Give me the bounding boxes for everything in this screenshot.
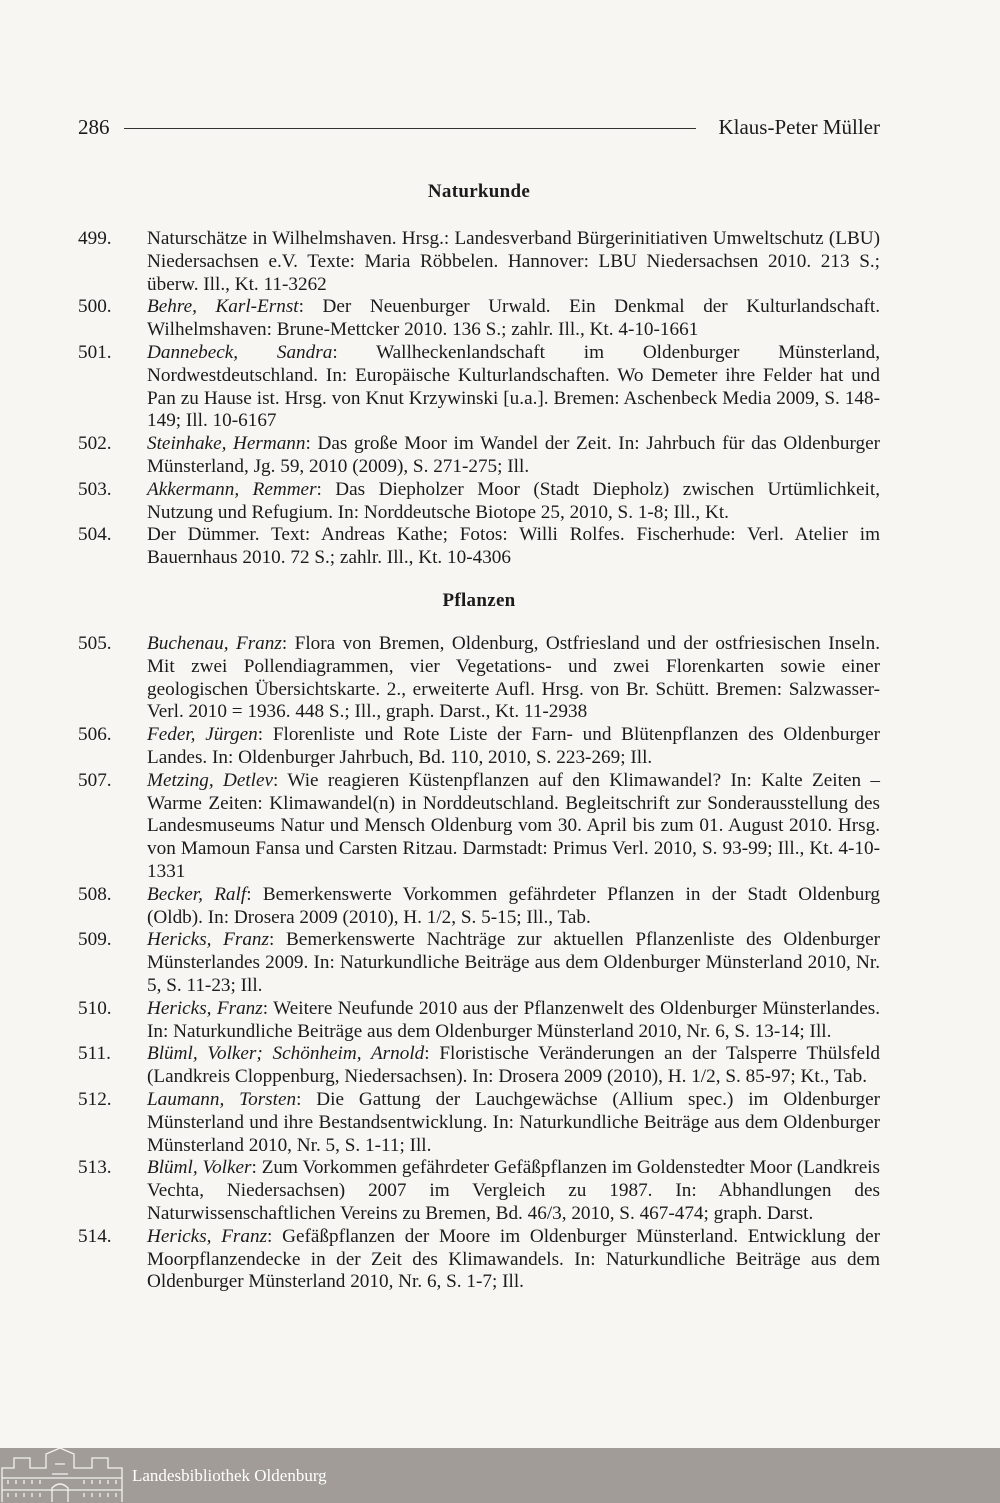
entry-author: Feder, Jürgen xyxy=(147,724,258,746)
bibliography-entry xyxy=(78,296,880,342)
entry-citation xyxy=(147,1089,880,1157)
footer-bar xyxy=(0,1448,1000,1503)
entry-author: Blüml, Volker; Schönheim, Arnold xyxy=(147,1043,425,1065)
entry-number: 499. xyxy=(78,228,112,249)
entry-number: 505. xyxy=(78,633,112,654)
entry-author: Becker, Ralf xyxy=(147,883,247,905)
entry-number: 508. xyxy=(78,883,112,905)
running-head-author: Klaus-Peter Müller xyxy=(718,114,880,139)
entry-author: Hericks, Franz xyxy=(147,1225,268,1247)
entry-body: : Die Gattung der Lauchgewächse (Allium spec.) im Oldenburger Münsterland und ihre Bestandsentwicklung. In: Naturkundliche Beiträge aus dem Oldenburger Münsterland 2010, Nr. 5, S. 1-11; Ill. xyxy=(147,1088,880,1156)
entry-citation xyxy=(147,296,880,342)
entry-body: : Das große Moor im Wandel der Zeit. In: Jahrbuch für das Oldenburger Münsterland, Jg. 59, 2010 (2009), S. 271-275; Ill. xyxy=(147,433,880,477)
entry-author: Metzing, Detlev xyxy=(147,769,274,791)
entry-author: Behre, Karl-Ernst xyxy=(147,296,299,318)
entry-number: 501. xyxy=(78,341,112,363)
bibliography-entry xyxy=(78,1226,880,1294)
entry-author: Steinhake, Hermann xyxy=(147,433,306,455)
entry-citation xyxy=(147,1157,880,1225)
bibliography-entry xyxy=(78,1089,880,1157)
bibliography-entry xyxy=(78,524,880,570)
library-name: Landesbibliothek Oldenburg xyxy=(132,1465,327,1485)
entry-body: : Das Diepholzer Moor (Stadt Diepholz) zwischen Urtümlichkeit, Nutzung und Refugium. In: Norddeutsche Biotope 25, 2010, S. 1-8; Ill., Kt. xyxy=(147,478,880,523)
entry-citation xyxy=(147,342,880,433)
bibliography-entry xyxy=(78,929,880,997)
entry-citation xyxy=(147,724,880,770)
page-header xyxy=(78,112,880,142)
entry-number: 513. xyxy=(78,1157,112,1179)
entry-body: : Floristische Veränderungen an der Talsperre Thülsfeld (Landkreis Cloppenburg, Niedersachsen). In: Drosera 2009 (2010), H. 1/2, S. 85-97; Kt., Tab. xyxy=(147,1043,880,1088)
entry-citation xyxy=(147,1043,880,1089)
entry-citation xyxy=(147,1226,880,1294)
entry-citation xyxy=(147,228,880,296)
entry-author: Hericks, Franz xyxy=(147,997,263,1019)
bibliography-entry xyxy=(78,770,880,884)
bibliography-entry xyxy=(78,1157,880,1225)
section-heading-pflanzen: Pflanzen xyxy=(442,590,516,611)
entry-citation xyxy=(147,770,880,884)
entry-body: : Bemerkenswerte Nachträge zur aktuellen Pflanzenliste des Oldenburger Münsterlandes 2009. In: Naturkundliche Beiträge aus dem Oldenburger Münsterland 2010, Nr. 5, S. 11-23; Ill. xyxy=(147,929,880,996)
entry-citation xyxy=(147,433,880,479)
entry-body: : Bemerkenswerte Vorkommen gefährdeter Pflanzen in der Stadt Oldenburg (Oldb). In: Drosera 2009 (2010), H. 1/2, S. 5-15; Ill., Tab. xyxy=(147,883,881,928)
entry-number: 507. xyxy=(78,769,112,791)
bibliography-entry xyxy=(78,228,880,296)
entry-body: : Gefäßpflanzen der Moore im Oldenburger Münsterland. Entwicklung der Moorpflanzendecke in der Zeit des Klimawandels. In: Naturkundliche Beiträge aus dem Oldenburger Münsterland 2010, Nr. 6, S. 1-7; Ill. xyxy=(147,1225,881,1293)
entry-number: 502. xyxy=(78,433,112,455)
entry-number: 500. xyxy=(78,296,112,318)
bibliography-entry xyxy=(78,998,880,1044)
entry-citation xyxy=(147,929,880,997)
entry-list-pflanzen xyxy=(78,633,880,1294)
page-number: 286 xyxy=(78,114,110,139)
entry-citation xyxy=(147,998,880,1044)
entry-author: Akkermann, Remmer xyxy=(147,478,317,500)
entry-number: 514. xyxy=(78,1225,112,1247)
bibliography-entry xyxy=(78,724,880,770)
entry-list-naturkunde xyxy=(78,228,880,570)
entry-body: : Zum Vorkommen gefährdeter Gefäßpflanzen im Goldenstedter Moor (Landkreis Vechta, Niedersachsen) 2007 im Vergleich zu 1987. In: Abhandlungen des Naturwissenschaftlichen Vereins zu Bremen, Bd. 46/3, 2010, S. 467-474; graph. Darst. xyxy=(147,1157,881,1224)
library-building-icon xyxy=(0,1448,124,1503)
entry-body: : Wie reagieren Küstenpflanzen auf den Klimawandel? In: Kalte Zeiten – Warme Zeiten: Klimawandel(n) in Norddeutschland. Begleitschrift zur Sonderausstellung des Landesmuseums Natur und Mensch Oldenburg vom 30. April bis zum 01. August 2010. Hrsg. von Mamoun Fansa und Carsten Ritzau. Darmstadt: Primus Verl. 2010, S. 93-99; Ill., Kt. 4-10-1331 xyxy=(147,769,880,882)
entry-author: Blüml, Volker xyxy=(147,1157,252,1179)
entry-number: 509. xyxy=(78,929,112,951)
bibliography-entry xyxy=(78,479,880,525)
entry-author: Laumann, Torsten xyxy=(147,1088,297,1110)
section-heading-naturkunde: Naturkunde xyxy=(427,181,531,202)
entry-number: 510. xyxy=(78,997,112,1019)
entry-body: Der Dümmer. Text: Andreas Kathe; Fotos: Willi Rolfes. Fischerhude: Verl. Atelier im Bauernhaus 2010. 72 S.; zahlr. Ill., Kt. 10-4306 xyxy=(147,524,880,569)
entry-body: : Wallheckenlandschaft im Oldenburger Münsterland, Nordwestdeutschland. In: Europäische Kulturlandschaften. Wo Demeter ihre Felder hat und Pan zu Hause ist. Hrsg. von Knut Krzywinski [u.a.]. Bremen: Aschenbeck Media 2009, S. 148-149; Ill. 10-6167 xyxy=(147,341,880,432)
entry-citation xyxy=(147,524,880,570)
header-rule xyxy=(124,128,697,129)
entry-author: Hericks, Franz xyxy=(147,929,269,951)
bibliography-entry xyxy=(78,433,880,479)
entry-citation xyxy=(147,633,880,724)
bibliography-entry xyxy=(78,633,880,724)
entry-number: 503. xyxy=(78,478,112,500)
entry-citation xyxy=(147,884,880,930)
entry-body: : Weitere Neufunde 2010 aus der Pflanzenwelt des Oldenburger Münsterlandes. In: Naturkundliche Beiträge aus dem Oldenburger Münsterland 2010, Nr. 6, S. 13-14; Ill. xyxy=(147,997,880,1042)
bibliography-entry xyxy=(78,1043,880,1089)
entry-body: : Flora von Bremen, Oldenburg, Ostfriesland und der ostfriesischen Inseln. Mit zwei Pollendiagrammen, vier Vegetations- und zwei Florenkarten sowie einer geologischen Übersichtskarte. 2., erweiterte Aufl. Hrsg. von Br. Schütt. Bremen: Salzwasser-Verl. 2010 = 1936. 448 S.; Ill., graph. Darst., Kt. 11-2938 xyxy=(147,633,880,723)
entry-body: : Florenliste und Rote Liste der Farn- und Blütenpflanzen des Oldenburger Landes. In: Oldenburger Jahrbuch, Bd. 110, 2010, S. 223-269; Ill. xyxy=(147,724,880,768)
entry-number: 512. xyxy=(78,1088,112,1110)
bibliography-entry xyxy=(78,884,880,930)
bibliography-entry xyxy=(78,342,880,433)
entry-author: Dannebeck, Sandra xyxy=(147,341,333,363)
entry-number: 504. xyxy=(78,524,112,546)
entry-body: Naturschätze in Wilhelmshaven. Hrsg.: Landesverband Bürgerinitiativen Umweltschutz (LBU) Niedersachsen e.V. Texte: Maria Röbbelen. Hannover: LBU Niedersachsen 2010. 213 S.; überw. Ill., Kt. 11-3262 xyxy=(147,228,880,295)
entry-number: 511. xyxy=(78,1043,111,1065)
entry-number: 506. xyxy=(78,724,112,746)
entry-author: Buchenau, Franz xyxy=(147,633,282,654)
entry-body: : Der Neuenburger Urwald. Ein Denkmal der Kulturlandschaft. Wilhelmshaven: Brune-Mettcker 2010. 136 S.; zahlr. Ill., Kt. 4-10-1661 xyxy=(147,296,880,341)
entry-citation xyxy=(147,479,880,525)
